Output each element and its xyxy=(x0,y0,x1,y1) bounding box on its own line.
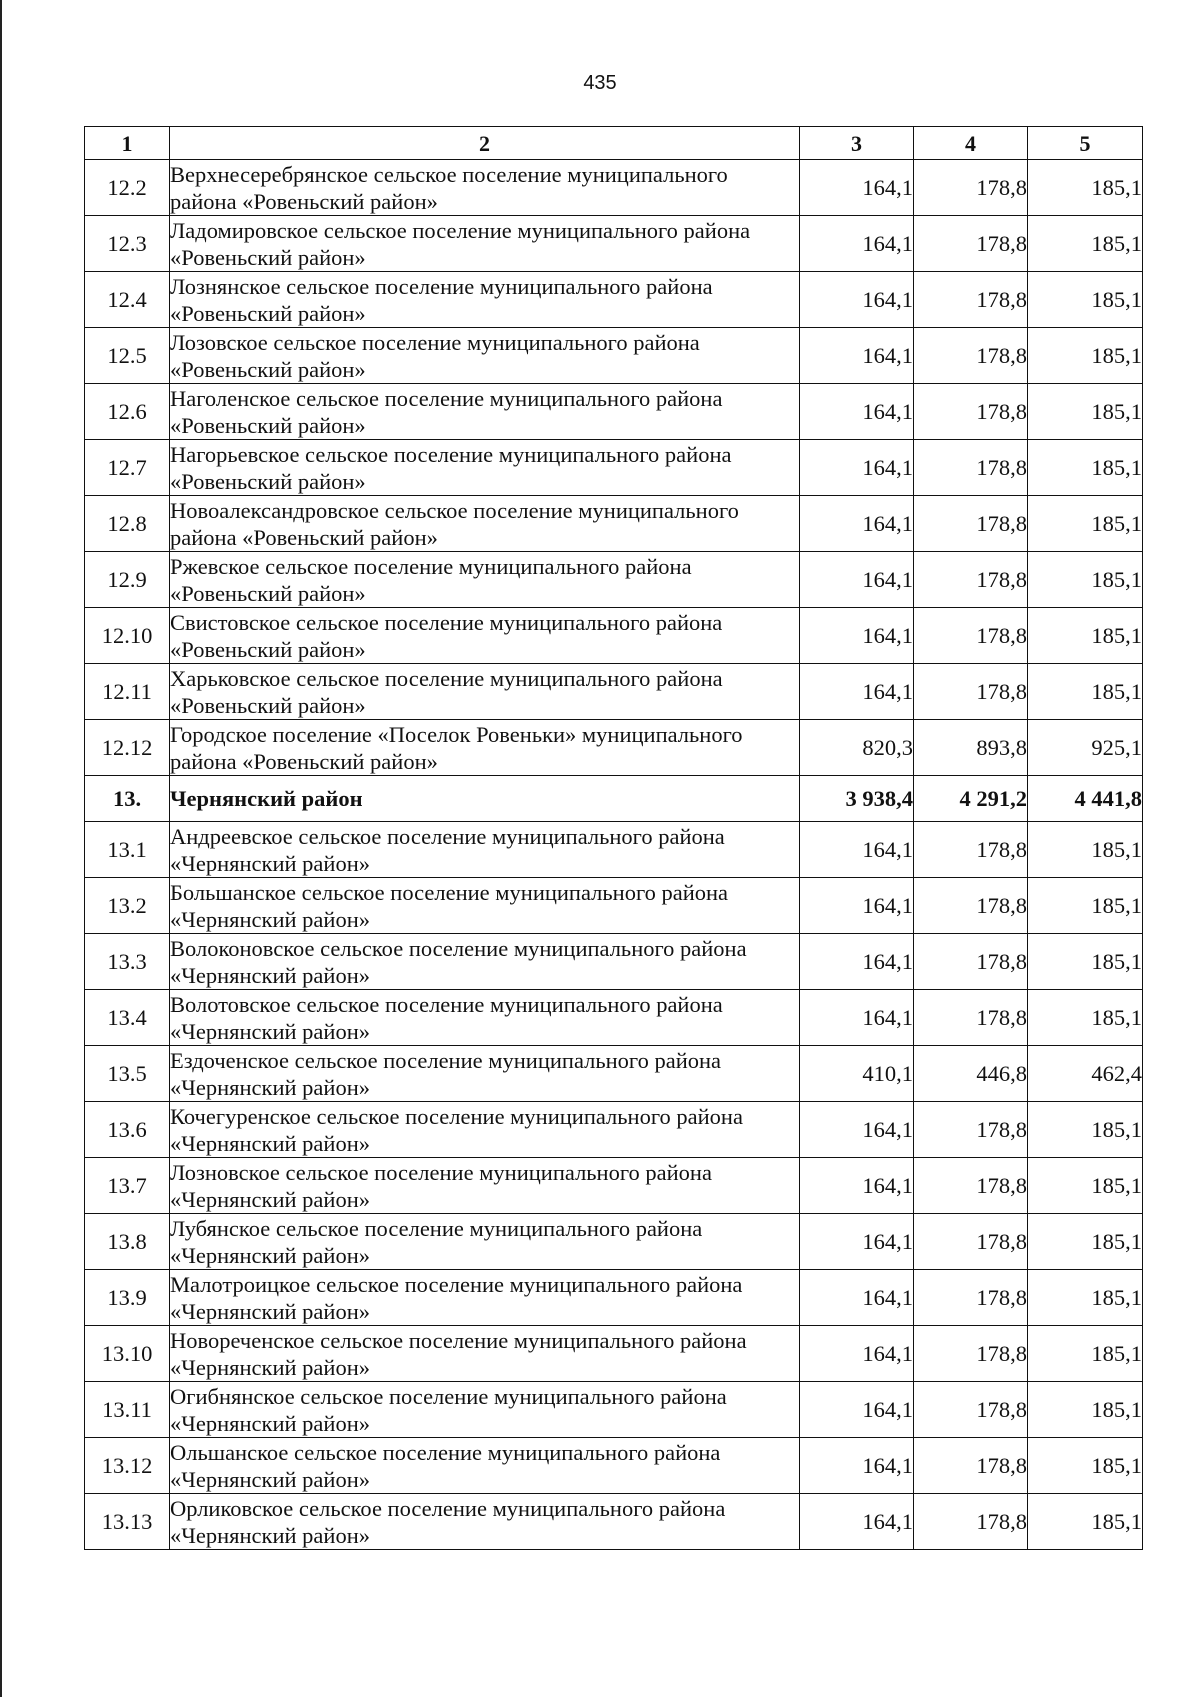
row-number: 12.7 xyxy=(85,440,170,496)
row-number: 13.10 xyxy=(85,1326,170,1382)
value-col-4: 178,8 xyxy=(914,1158,1028,1214)
value-col-5: 185,1 xyxy=(1028,1214,1143,1270)
row-name: Большанское сельское поселение муниципального района «Чернянский район» xyxy=(170,878,800,934)
header-col-2: 2 xyxy=(170,127,800,160)
row-name: Андреевское сельское поселение муниципального района «Чернянский район» xyxy=(170,822,800,878)
table-body xyxy=(85,160,1143,1550)
row-name: Волотовское сельское поселение муниципального района «Чернянский район» xyxy=(170,990,800,1046)
row-name: Волоконовское сельское поселение муниципального района «Чернянский район» xyxy=(170,934,800,990)
value-col-4: 178,8 xyxy=(914,1214,1028,1270)
row-number: 12.6 xyxy=(85,384,170,440)
row-number: 13.4 xyxy=(85,990,170,1046)
table-row xyxy=(85,1326,1143,1382)
row-number: 12.2 xyxy=(85,160,170,216)
row-number: 12.11 xyxy=(85,664,170,720)
value-col-4: 446,8 xyxy=(914,1046,1028,1102)
row-name: Малотроицкое сельское поселение муниципального района «Чернянский район» xyxy=(170,1270,800,1326)
table-row xyxy=(85,160,1143,216)
row-name: Кочегуренское сельское поселение муниципального района «Чернянский район» xyxy=(170,1102,800,1158)
table-row xyxy=(85,990,1143,1046)
value-col-5: 185,1 xyxy=(1028,664,1143,720)
value-col-5: 185,1 xyxy=(1028,216,1143,272)
value-col-4: 178,8 xyxy=(914,1270,1028,1326)
value-col-5: 185,1 xyxy=(1028,1158,1143,1214)
row-number: 12.12 xyxy=(85,720,170,776)
value-col-4: 178,8 xyxy=(914,272,1028,328)
row-number: 13.7 xyxy=(85,1158,170,1214)
row-number: 12.4 xyxy=(85,272,170,328)
value-col-5: 185,1 xyxy=(1028,1326,1143,1382)
table-row xyxy=(85,776,1143,822)
value-col-4: 178,8 xyxy=(914,328,1028,384)
value-col-4: 178,8 xyxy=(914,1494,1028,1550)
value-col-3: 164,1 xyxy=(800,1494,914,1550)
value-col-5: 185,1 xyxy=(1028,552,1143,608)
value-col-5: 185,1 xyxy=(1028,1102,1143,1158)
row-name: Свистовское сельское поселение муниципального района «Ровеньский район» xyxy=(170,608,800,664)
row-name: Ладомировское сельское поселение муниципального района «Ровеньский район» xyxy=(170,216,800,272)
row-name: Орликовское сельское поселение муниципального района «Чернянский район» xyxy=(170,1494,800,1550)
value-col-3: 164,1 xyxy=(800,1382,914,1438)
table-row xyxy=(85,496,1143,552)
value-col-3: 164,1 xyxy=(800,664,914,720)
value-col-5: 925,1 xyxy=(1028,720,1143,776)
row-name: Ольшанское сельское поселение муниципального района «Чернянский район» xyxy=(170,1438,800,1494)
value-col-3: 164,1 xyxy=(800,440,914,496)
row-number: 13.6 xyxy=(85,1102,170,1158)
row-name: Лубянское сельское поселение муниципального района «Чернянский район» xyxy=(170,1214,800,1270)
row-number: 13.12 xyxy=(85,1438,170,1494)
table-row xyxy=(85,934,1143,990)
value-col-4: 178,8 xyxy=(914,822,1028,878)
row-name: Лозновское сельское поселение муниципального района «Чернянский район» xyxy=(170,1158,800,1214)
table-row xyxy=(85,1382,1143,1438)
value-col-3: 164,1 xyxy=(800,272,914,328)
value-col-5: 185,1 xyxy=(1028,822,1143,878)
value-col-3: 164,1 xyxy=(800,1158,914,1214)
value-col-5: 185,1 xyxy=(1028,608,1143,664)
table-row xyxy=(85,272,1143,328)
table-row xyxy=(85,822,1143,878)
value-col-3: 164,1 xyxy=(800,160,914,216)
header-col-4: 4 xyxy=(914,127,1028,160)
table-row xyxy=(85,664,1143,720)
value-col-5: 185,1 xyxy=(1028,990,1143,1046)
row-name: Огибнянское сельское поселение муниципального района «Чернянский район» xyxy=(170,1382,800,1438)
value-col-3: 164,1 xyxy=(800,608,914,664)
value-col-5: 185,1 xyxy=(1028,1494,1143,1550)
page-left-edge xyxy=(0,0,2,1697)
table-row xyxy=(85,1270,1143,1326)
value-col-3: 164,1 xyxy=(800,328,914,384)
row-name: Харьковское сельское поселение муниципального района «Ровеньский район» xyxy=(170,664,800,720)
row-number: 13.9 xyxy=(85,1270,170,1326)
value-col-4: 893,8 xyxy=(914,720,1028,776)
value-col-5: 185,1 xyxy=(1028,160,1143,216)
value-col-3: 3 938,4 xyxy=(800,776,914,822)
value-col-4: 178,8 xyxy=(914,990,1028,1046)
value-col-4: 178,8 xyxy=(914,664,1028,720)
table-row xyxy=(85,720,1143,776)
value-col-5: 185,1 xyxy=(1028,1438,1143,1494)
value-col-3: 164,1 xyxy=(800,384,914,440)
value-col-4: 178,8 xyxy=(914,216,1028,272)
row-number: 13.5 xyxy=(85,1046,170,1102)
row-name: Лознянское сельское поселение муниципального района «Ровеньский район» xyxy=(170,272,800,328)
header-col-1: 1 xyxy=(85,127,170,160)
value-col-4: 178,8 xyxy=(914,552,1028,608)
value-col-3: 164,1 xyxy=(800,1102,914,1158)
row-number: 12.9 xyxy=(85,552,170,608)
table-row xyxy=(85,552,1143,608)
value-col-5: 185,1 xyxy=(1028,934,1143,990)
value-col-4: 178,8 xyxy=(914,1102,1028,1158)
value-col-4: 178,8 xyxy=(914,496,1028,552)
row-name: Лозовское сельское поселение муниципального района «Ровеньский район» xyxy=(170,328,800,384)
value-col-5: 185,1 xyxy=(1028,1270,1143,1326)
value-col-5: 185,1 xyxy=(1028,496,1143,552)
table-row xyxy=(85,1158,1143,1214)
row-number: 12.3 xyxy=(85,216,170,272)
value-col-3: 820,3 xyxy=(800,720,914,776)
table-row xyxy=(85,216,1143,272)
header-col-3: 3 xyxy=(800,127,914,160)
header-row xyxy=(85,127,1143,160)
value-col-4: 178,8 xyxy=(914,1438,1028,1494)
table-row xyxy=(85,440,1143,496)
row-number: 12.5 xyxy=(85,328,170,384)
value-col-3: 164,1 xyxy=(800,1326,914,1382)
row-name: Ездоченское сельское поселение муниципального района «Чернянский район» xyxy=(170,1046,800,1102)
value-col-4: 178,8 xyxy=(914,878,1028,934)
value-col-5: 185,1 xyxy=(1028,440,1143,496)
table-row xyxy=(85,384,1143,440)
value-col-3: 164,1 xyxy=(800,1270,914,1326)
row-number: 13.3 xyxy=(85,934,170,990)
row-number: 12.10 xyxy=(85,608,170,664)
value-col-4: 178,8 xyxy=(914,934,1028,990)
row-number: 13. xyxy=(85,776,170,822)
value-col-3: 164,1 xyxy=(800,934,914,990)
table-row xyxy=(85,608,1143,664)
value-col-4: 178,8 xyxy=(914,1326,1028,1382)
row-number: 13.13 xyxy=(85,1494,170,1550)
value-col-3: 164,1 xyxy=(800,1438,914,1494)
value-col-5: 462,4 xyxy=(1028,1046,1143,1102)
table-row xyxy=(85,1494,1143,1550)
value-col-3: 164,1 xyxy=(800,990,914,1046)
table-row xyxy=(85,1102,1143,1158)
value-col-3: 164,1 xyxy=(800,216,914,272)
row-number: 13.11 xyxy=(85,1382,170,1438)
value-col-3: 164,1 xyxy=(800,822,914,878)
row-name: Городское поселение «Поселок Ровеньки» муниципального района «Ровеньский район» xyxy=(170,720,800,776)
row-number: 12.8 xyxy=(85,496,170,552)
row-number: 13.1 xyxy=(85,822,170,878)
value-col-4: 178,8 xyxy=(914,384,1028,440)
value-col-3: 164,1 xyxy=(800,496,914,552)
row-name: Верхнесеребрянское сельское поселение муниципального района «Ровеньский район» xyxy=(170,160,800,216)
page-number: 435 xyxy=(583,72,617,94)
value-col-5: 185,1 xyxy=(1028,1382,1143,1438)
value-col-5: 185,1 xyxy=(1028,328,1143,384)
table-row xyxy=(85,1438,1143,1494)
table-row xyxy=(85,878,1143,934)
value-col-5: 185,1 xyxy=(1028,384,1143,440)
value-col-4: 178,8 xyxy=(914,160,1028,216)
table-header xyxy=(85,127,1143,160)
value-col-4: 178,8 xyxy=(914,608,1028,664)
row-name: Нагорьевское сельское поселение муниципального района «Ровеньский район» xyxy=(170,440,800,496)
row-number: 13.2 xyxy=(85,878,170,934)
value-col-3: 410,1 xyxy=(800,1046,914,1102)
row-name: Чернянский район xyxy=(170,776,800,822)
row-name: Новореченское сельское поселение муниципального района «Чернянский район» xyxy=(170,1326,800,1382)
table-row xyxy=(85,1046,1143,1102)
header-col-5: 5 xyxy=(1028,127,1143,160)
budget-table xyxy=(84,126,1143,1550)
value-col-4: 178,8 xyxy=(914,440,1028,496)
row-name: Ржевское сельское поселение муниципального района «Ровеньский район» xyxy=(170,552,800,608)
table-row xyxy=(85,1214,1143,1270)
value-col-5: 185,1 xyxy=(1028,878,1143,934)
value-col-3: 164,1 xyxy=(800,878,914,934)
value-col-5: 185,1 xyxy=(1028,272,1143,328)
value-col-4: 178,8 xyxy=(914,1382,1028,1438)
value-col-3: 164,1 xyxy=(800,1214,914,1270)
value-col-5: 4 441,8 xyxy=(1028,776,1143,822)
row-name: Новоалександровское сельское поселение муниципального района «Ровеньский район» xyxy=(170,496,800,552)
table-row xyxy=(85,328,1143,384)
value-col-4: 4 291,2 xyxy=(914,776,1028,822)
row-number: 13.8 xyxy=(85,1214,170,1270)
value-col-3: 164,1 xyxy=(800,552,914,608)
row-name: Наголенское сельское поселение муниципального района «Ровеньский район» xyxy=(170,384,800,440)
